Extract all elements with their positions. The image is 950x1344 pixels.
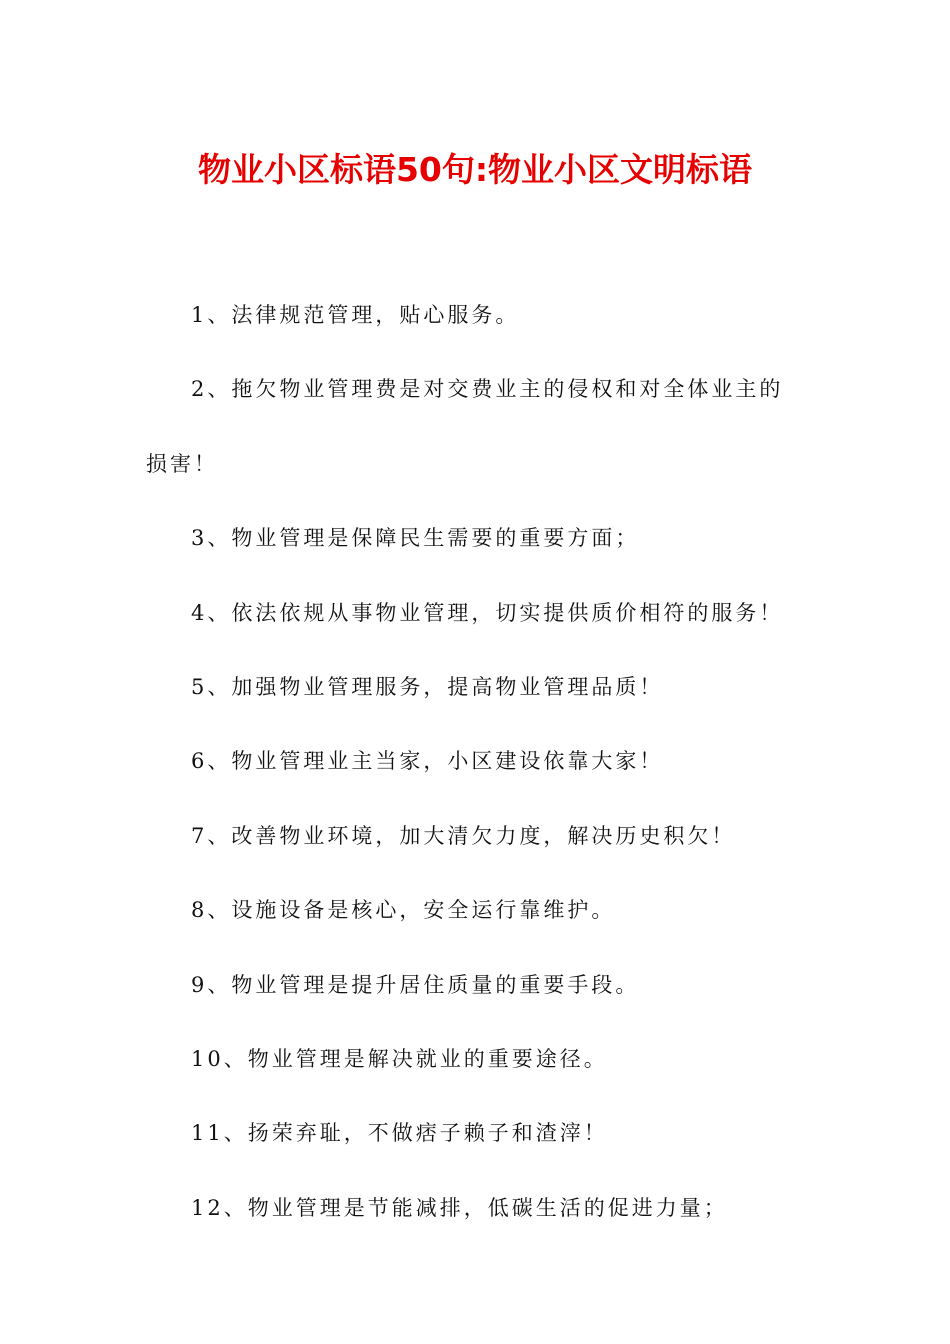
list-item: 1、法律规范管理，贴心服务。 xyxy=(191,303,520,327)
list-item: 3、物业管理是保障民生需要的重要方面； xyxy=(191,526,640,551)
list-item: 9、物业管理是提升居住质量的重要手段。 xyxy=(191,972,640,997)
list-item: 4、依法依规从事物业管理，切实提供质价相符的服务！ xyxy=(191,600,784,625)
document-body xyxy=(146,278,806,1245)
list-item: 11、扬荣弃耻，不做痞子赖子和渣滓！ xyxy=(191,1121,608,1146)
list-item: 8、设施设备是核心，安全运行靠维护。 xyxy=(191,898,616,923)
list-item: 2、拖欠物业管理费是对交费业主的侵权和对全体业主的损害！ xyxy=(146,377,784,476)
list-item: 6、物业管理业主当家，小区建设依靠大家！ xyxy=(191,749,664,774)
document-title: 物业小区标语50句:物业小区文明标语 xyxy=(197,150,753,189)
list-item: 5、加强物业管理服务，提高物业管理品质！ xyxy=(191,675,664,700)
list-item: 10、物业管理是解决就业的重要途径。 xyxy=(191,1047,608,1072)
list-item: 7、改善物业环境，加大清欠力度，解决历史积欠！ xyxy=(191,823,736,848)
list-item: 12、物业管理是节能减排，低碳生活的促进力量； xyxy=(191,1195,728,1220)
